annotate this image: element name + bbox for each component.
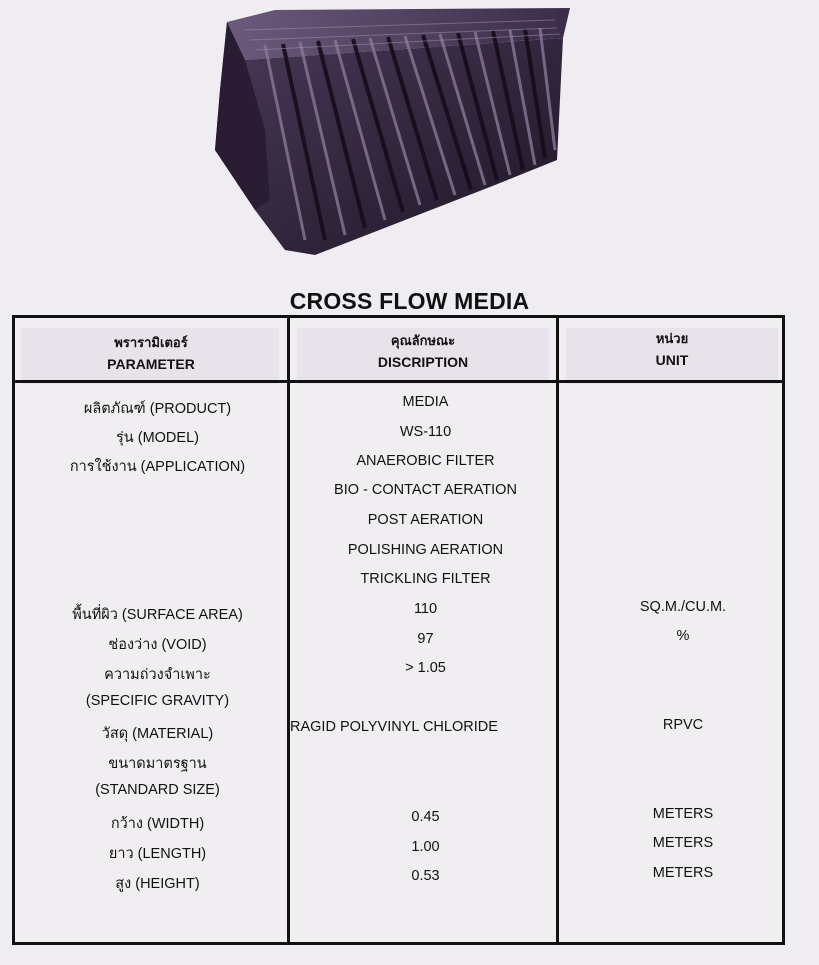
header-divider (15, 380, 782, 383)
value-length: 1.00 (411, 839, 440, 855)
unit-width: METERS (652, 806, 714, 822)
header-parameter-th: พรารามิเตอร์ (114, 336, 188, 351)
spec-table (12, 315, 785, 945)
header-parameter (15, 334, 287, 374)
column-divider (556, 318, 559, 942)
value-application-3: POST AERATION (367, 512, 484, 528)
param-surface-area: พื้นที่ผิว (SURFACE AREA) (72, 607, 243, 623)
param-void: ช่องว่าง (VOID) (108, 637, 207, 653)
value-application-1: ANAEROBIC FILTER (356, 453, 495, 469)
value-void: 97 (417, 631, 434, 647)
value-application-4: POLISHING AERATION (347, 542, 504, 558)
value-width: 0.45 (411, 809, 440, 825)
header-description (290, 332, 556, 372)
param-standard-size-th: ขนาดมาตรฐาน (108, 756, 207, 772)
value-application-5: TRICKLING FILTER (360, 571, 491, 587)
param-application: การใช้งาน (APPLICATION) (69, 459, 246, 475)
param-specific-gravity-en: (SPECIFIC GRAVITY) (85, 693, 230, 709)
cross-flow-media-photo (205, 0, 590, 265)
param-height: สูง (HEIGHT) (115, 876, 200, 892)
value-specific-gravity: > 1.05 (405, 660, 446, 676)
param-width: กว้าง (WIDTH) (110, 816, 205, 832)
param-standard-size-en: (STANDARD SIZE) (95, 782, 220, 798)
param-model: รุ่น (MODEL) (116, 430, 199, 446)
value-surface-area: 110 (413, 601, 438, 617)
value-material: RAGID POLYVINYL CHLORIDE (290, 719, 498, 735)
header-description-en: DISCRIPTION (377, 354, 469, 370)
unit-height: METERS (652, 865, 714, 881)
header-description-th: คุณลักษณะ (390, 334, 456, 349)
unit-surface-area: SQ.M./CU.M. (639, 599, 727, 615)
param-length: ยาว (LENGTH) (108, 846, 207, 862)
header-parameter-en: PARAMETER (107, 356, 195, 372)
value-height: 0.53 (411, 868, 440, 884)
header-unit-en: UNIT (655, 352, 689, 368)
value-application-2: BIO - CONTACT AERATION (334, 482, 517, 498)
unit-material: RPVC (662, 717, 704, 733)
param-material: วัสดุ (MATERIAL) (101, 726, 214, 742)
param-specific-gravity-th: ความถ่วงจำเพาะ (104, 667, 211, 683)
param-product: ผลิตภัณฑ์ (PRODUCT) (83, 401, 232, 417)
header-unit-th: หน่วย (655, 332, 689, 347)
header-unit (559, 330, 785, 370)
unit-void: % (676, 628, 690, 644)
unit-length: METERS (652, 835, 714, 851)
value-model: WS-110 (399, 424, 452, 440)
value-product: MEDIA (402, 394, 449, 410)
column-divider (287, 318, 290, 942)
page-title: CROSS FLOW MEDIA (289, 288, 530, 314)
